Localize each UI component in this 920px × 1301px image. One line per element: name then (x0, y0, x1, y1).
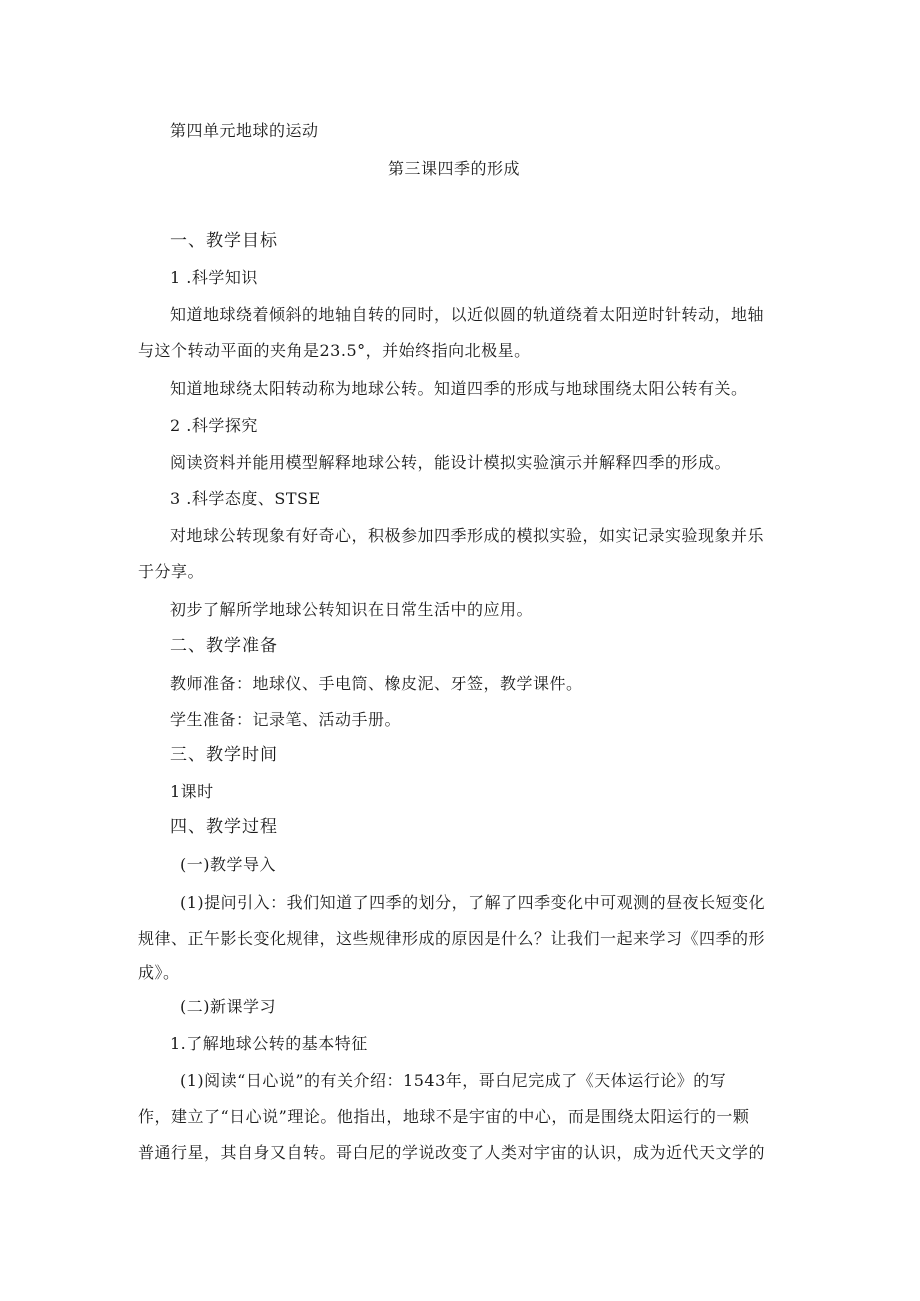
paragraph-knowledge-2: 知道地球绕太阳转动称为地球公转。知道四季的形成与地球围绕太阳公转有关。 (170, 379, 748, 398)
paragraph-intro-2: 规律、正午影长变化规律，这些规律形成的原因是什么？让我们一起来学习《四季的形 (138, 929, 766, 948)
section-heading-process: 四、教学过程 (170, 817, 278, 837)
subheading-new-lesson: (二)新课学习 (180, 997, 276, 1016)
subheading-inquiry: 2 .科学探究 (170, 416, 258, 435)
subheading-intro: (一)教学导入 (180, 855, 276, 874)
paragraph-attitude-1: 对地球公转现象有好奇心，积极参加四季形成的模拟实验，如实记录实验现象并乐 (170, 526, 765, 545)
unit-title: 第四单元地球的运动 (170, 121, 319, 140)
paragraph-heliocentric-1: (1)阅读“日心说”的有关介绍：1543年，哥白尼完成了《天体运行论》的写 (180, 1071, 727, 1090)
student-preparation: 学生准备：记录笔、活动手册。 (170, 710, 402, 729)
paragraph-knowledge-1-cont: 与这个转动平面的夹角是23.5°，并始终指向北极星。 (138, 341, 531, 360)
subheading-knowledge: 1 .科学知识 (170, 268, 258, 287)
paragraph-attitude-2: 初步了解所学地球公转知识在日常生活中的应用。 (170, 600, 534, 619)
paragraph-intro-1: (1)提问引入：我们知道了四季的划分，了解了四季变化中可观测的昼夜长短变化 (180, 893, 766, 912)
item-revolution-features: 1.了解地球公转的基本特征 (170, 1034, 368, 1053)
subheading-attitude: 3 .科学态度、STSE (170, 489, 321, 508)
paragraph-knowledge-1: 知道地球绕着倾斜的地轴自转的同时，以近似圆的轨道绕着太阳逆时针转动，地轴 (170, 305, 765, 324)
lesson-title: 第三课四季的形成 (388, 159, 521, 178)
paragraph-heliocentric-2: 作，建立了“日心说”理论。他指出，地球不是宇宙的中心，而是围绕太阳运行的一颗 (138, 1107, 750, 1126)
paragraph-heliocentric-3: 普通行星，其自身又自转。哥白尼的学说改变了人类对宇宙的认识，成为近代天文学的 (138, 1143, 766, 1162)
teacher-preparation: 教师准备：地球仪、手电筒、橡皮泥、牙签，教学课件。 (170, 674, 583, 693)
paragraph-intro-3: 成》。 (138, 963, 180, 982)
teaching-time: 1课时 (170, 782, 214, 801)
section-heading-time: 三、教学时间 (170, 745, 278, 765)
paragraph-attitude-1-cont: 于分享。 (138, 562, 205, 581)
section-heading-objectives: 一、教学目标 (170, 231, 278, 251)
section-heading-preparation: 二、教学准备 (170, 636, 278, 656)
paragraph-inquiry: 阅读资料并能用模型解释地球公转，能设计模拟实验演示并解释四季的形成。 (170, 453, 732, 472)
